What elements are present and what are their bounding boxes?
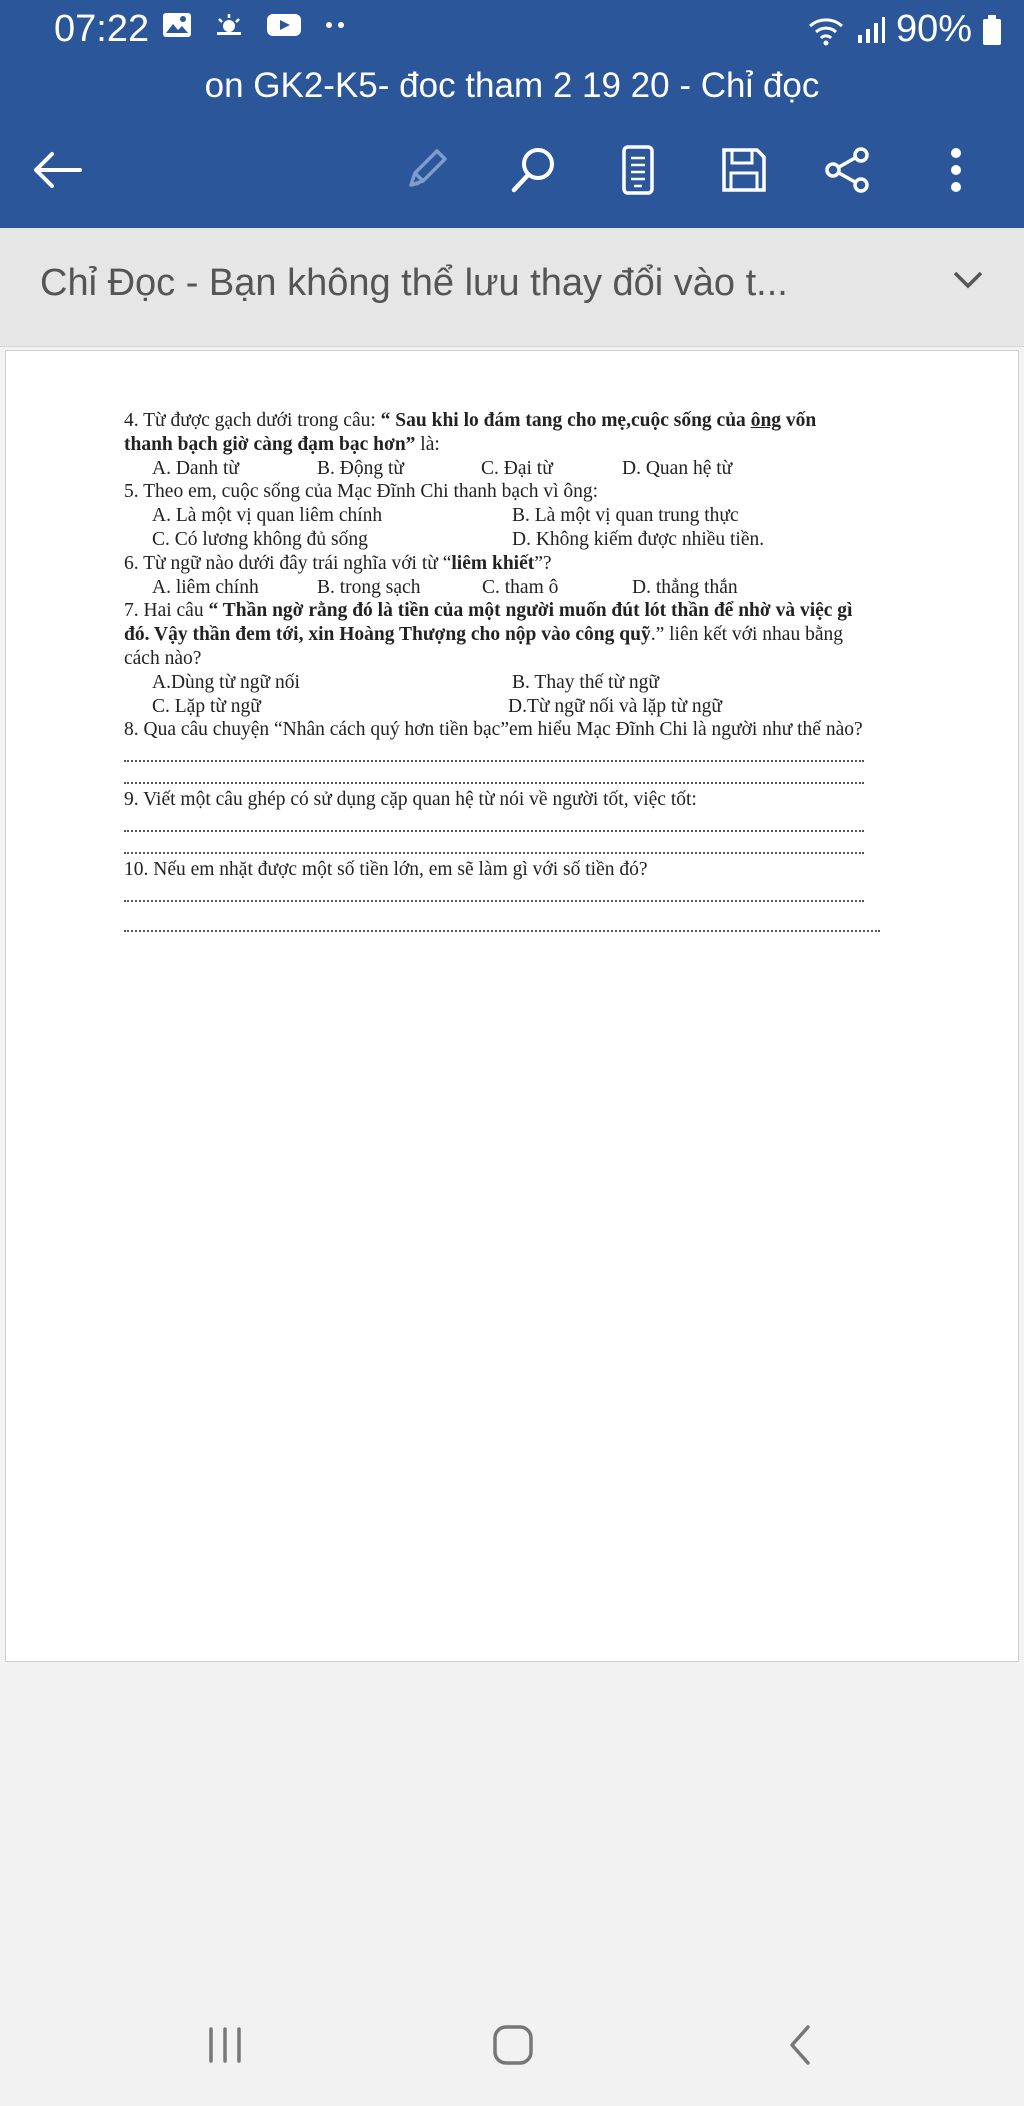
save-button[interactable]	[714, 140, 774, 200]
save-icon	[719, 145, 769, 195]
q6-options: A. liêm chính B. trong sạch C. tham ô D. thẳng thắn	[152, 576, 738, 598]
back-arrow-icon	[32, 150, 84, 190]
status-bar	[0, 0, 1024, 62]
share-icon	[823, 145, 873, 195]
q10-question: 10. Nếu em nhặt được một số tiền lớn, em sẽ làm gì với số tiền đó?	[124, 858, 648, 880]
app-header	[0, 0, 1024, 228]
recent-apps-icon	[205, 2025, 245, 2065]
gallery-icon	[162, 12, 192, 38]
readonly-banner-text: Chỉ Đọc - Bạn không thể lưu thay đổi vào t...	[40, 262, 788, 304]
navigation-bar	[0, 1986, 1024, 2106]
answer-line	[124, 764, 864, 784]
answer-line	[124, 904, 880, 932]
more-notifications-icon	[324, 20, 348, 30]
youtube-icon	[266, 12, 302, 38]
q4-options: A. Danh từ B. Động từ C. Đại từ D. Quan hệ từ	[152, 457, 733, 479]
recent-apps-button[interactable]	[190, 2010, 260, 2080]
q8-question: 8. Qua câu chuyện “Nhân cách quý hơn tiền bạc”em hiểu Mạc Đĩnh Chi là người như thế nào?	[124, 719, 863, 741]
system-back-button[interactable]	[764, 2010, 834, 2080]
q6-question: 6. Từ ngữ nào dưới đây trái nghĩa với từ “liêm khiết”?	[124, 552, 552, 574]
signal-icon	[856, 15, 886, 45]
search-button[interactable]	[504, 140, 564, 200]
pen-icon	[401, 145, 451, 195]
more-options-button[interactable]	[926, 140, 986, 200]
home-button[interactable]	[478, 2010, 548, 2080]
q9-question: 9. Viết một câu ghép có sử dụng cặp quan hệ từ nói về người tốt, việc tốt:	[124, 789, 697, 811]
battery-icon	[982, 14, 1002, 46]
battery-level: 90%	[895, 8, 972, 50]
wifi-icon	[806, 14, 846, 46]
q4-line-2: thanh bạch giờ càng đạm bạc hơn” là:	[124, 433, 440, 455]
underlined-word: ông	[750, 410, 782, 431]
q5-options-row-1: A. Là một vị quan liêm chính B. Là một vị quan trung thực	[152, 505, 739, 527]
q7-options-row-1: A.Dùng từ ngữ nối B. Thay thế từ ngữ	[152, 671, 659, 693]
back-icon	[784, 2023, 814, 2067]
edit-button[interactable]	[396, 140, 456, 200]
status-system-icons	[806, 8, 1002, 51]
document-content	[124, 409, 954, 934]
answer-line	[124, 742, 864, 762]
mobile-view-button[interactable]	[608, 140, 668, 200]
document-page[interactable]	[5, 350, 1019, 1662]
q4-line-1: 4. Từ được gạch dưới trong câu: “ Sau khi lo đám tang cho mẹ,cuộc sống của ông vốn	[124, 410, 817, 431]
answer-line	[124, 882, 864, 902]
q7-line-3: cách nào?	[124, 647, 202, 669]
q7-line-1: 7. Hai câu “ Thần ngờ rằng đó là tiền của một người muốn đút lót thần để nhờ và việc gì	[124, 600, 853, 622]
mobile-view-icon	[618, 144, 658, 196]
answer-line	[124, 812, 864, 832]
document-title: on GK2-K5- đoc tham 2 19 20 - Chỉ đọc	[204, 66, 820, 105]
home-icon	[491, 2023, 535, 2067]
back-button[interactable]	[28, 140, 88, 200]
q5-options-row-2: C. Có lương không đủ sống D. Không kiếm được nhiều tiền.	[152, 528, 765, 550]
search-icon	[508, 144, 560, 196]
q7-options-row-2: C. Lặp từ ngữ D.Từ ngữ nối và lặp từ ngữ	[152, 695, 722, 717]
status-notification-icons	[162, 12, 348, 38]
q5-question: 5. Theo em, cuộc sống của Mạc Đĩnh Chi thanh bạch vì ông:	[124, 481, 599, 503]
chevron-down-icon[interactable]	[952, 270, 984, 290]
share-button[interactable]	[818, 140, 878, 200]
more-options-icon	[949, 146, 963, 194]
q7-line-2: đó. Vậy thần đem tới, xin Hoàng Thượng cho nộp vào công quỹ.” liên kết với nhau bằng	[124, 624, 843, 646]
readonly-banner[interactable]	[0, 228, 1024, 347]
status-time: 07:22	[54, 8, 150, 50]
weather-icon	[214, 12, 244, 38]
answer-line	[124, 834, 864, 854]
toolbar	[0, 140, 1024, 200]
